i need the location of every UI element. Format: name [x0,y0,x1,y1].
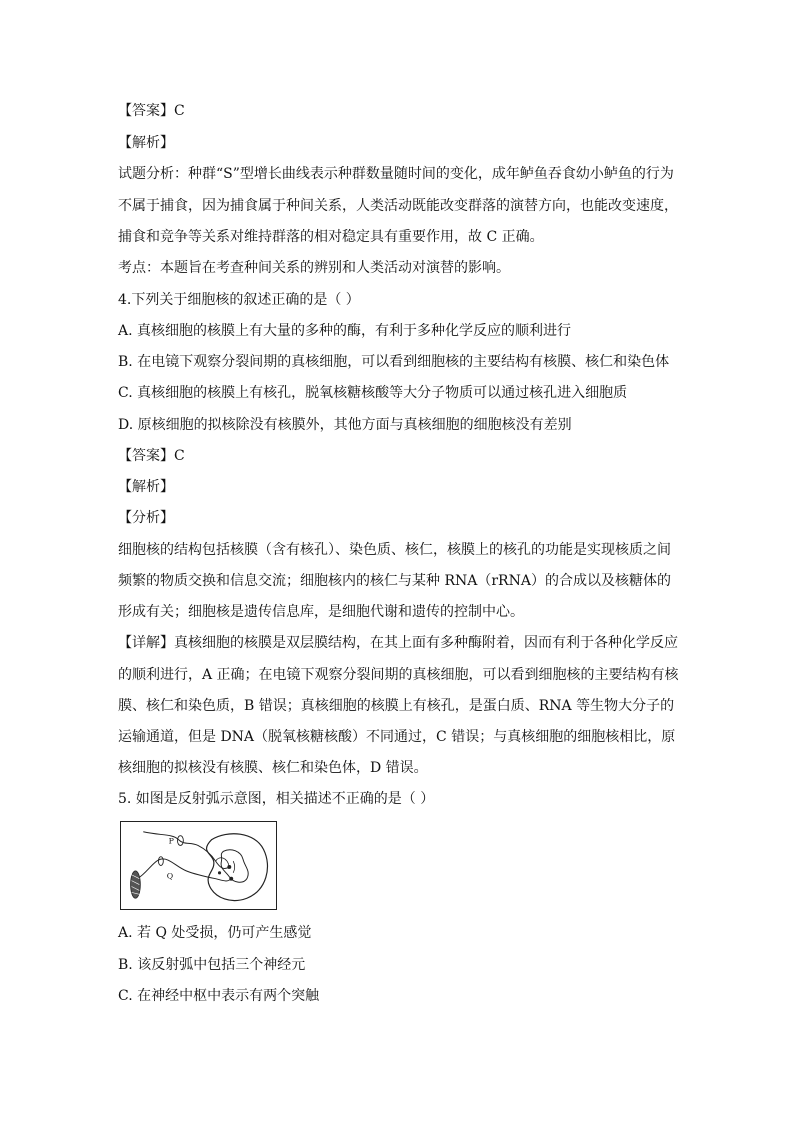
question-4-option-c: C. 真核细胞的核膜上有核孔，脱氧核糖核酸等大分子物质可以通过核孔进入细胞质 [118,385,628,401]
analysis-text-3-line-3: 捕食和竞争等关系对维持群落的相对稳定具有重要作用，故 C 正确。 [118,229,544,245]
answer-label-4: 【答案】C [118,448,185,464]
question-4-option-d: D. 原核细胞的拟核除没有核膜外，其他方面与真核细胞的细胞核没有差别 [118,417,572,433]
reflex-arc-drawing [121,822,276,909]
analysis-label-4: 【解析】 [118,479,174,495]
question-5-option-b: B. 该反射弧中包括三个神经元 [118,957,306,973]
analysis-text-3-line-1: 试题分析：种群“S”型增长曲线表示种群数量随时间的变化，成年鲈鱼吞食幼小鲈鱼的行为 [118,166,674,182]
reflex-arc-diagram [120,821,277,910]
detail-4-line-2: 的顺利进行，A 正确；在电镜下观察分裂间期的真核细胞，可以看到细胞核的主要结构有核 [118,667,679,683]
analysis-text-3-line-2: 不属于捕食，因为捕食属于种间关系，人类活动既能改变群落的演替方向，也能改变速度， [118,198,678,214]
question-5-option-c: C. 在神经中枢中表示有两个突触 [118,988,320,1004]
subanalysis-label-4: 【分析】 [118,510,174,526]
question-5-stem: 5. 如图是反射弧示意图，相关描述不正确的是（ ） [118,791,435,807]
question-4-stem: 4.下列关于细胞核的叙述正确的是（ ） [118,292,360,308]
detail-4-line-3: 膜、核仁和染色质，B 错误；真核细胞的核膜上有核孔，是蛋白质、RNA 等生物大分子的 [118,698,675,714]
question-4-option-a: A. 真核细胞的核膜上有大量的多种的酶，有利于多种化学反应的顺利进行 [118,323,572,339]
detail-4-line-5: 核细胞的拟核没有核膜、核仁和染色体，D 错误。 [118,760,428,776]
label-q: Q [166,871,174,881]
detail-4-line-4: 运输通道，但是 DNA（脱氧核糖核酸）不同通过，C 错误；与真核细胞的细胞核相比，原 [118,729,676,745]
detail-4-line-1: 【详解】真核细胞的核膜是双层膜结构，在其上面有多种酶附着，因而有利于各种化学反应 [118,635,678,651]
analysis-4-line-3: 形成有关；细胞核是遗传信息库，是细胞代谢和遗传的控制中心。 [118,604,524,620]
question-5-option-a: A. 若 Q 处受损，仍可产生感觉 [118,925,312,941]
analysis-label-3: 【解析】 [118,135,174,151]
analysis-4-line-2: 频繁的物质交换和信息交流；细胞核内的核仁与某种 RNA（rRNA）的合成以及核糖体的 [118,573,671,589]
label-p: P [168,836,174,846]
answer-label-3: 【答案】C [118,103,185,119]
exam-point-3: 考点：本题旨在考查种间关系的辨别和人类活动对演替的影响。 [118,260,510,276]
analysis-4-line-1: 细胞核的结构包括核膜（含有核孔）、染色质、核仁，核膜上的核孔的功能是实现核质之间 [118,542,671,558]
question-4-option-b: B. 在电镜下观察分裂间期的真核细胞，可以看到细胞核的主要结构有核膜、核仁和染色体 [118,354,670,370]
